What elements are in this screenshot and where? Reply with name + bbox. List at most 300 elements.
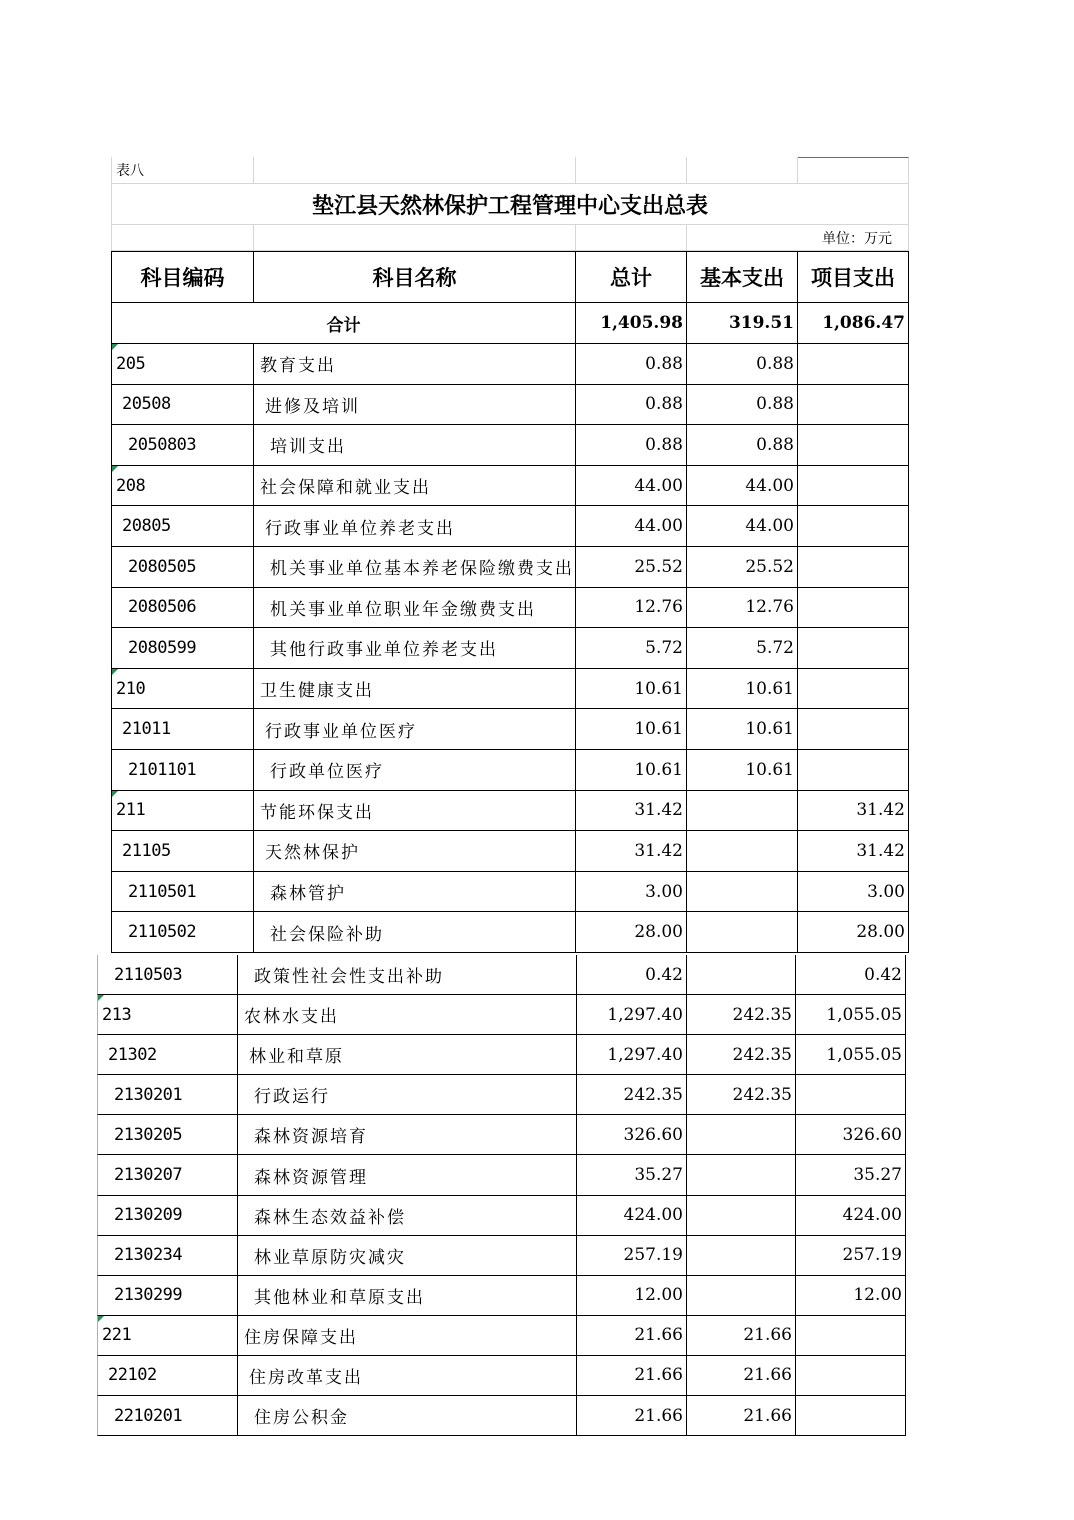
basic-cell[interactable] (687, 385, 798, 426)
empty-cell[interactable] (576, 157, 687, 184)
table-row (111, 466, 909, 507)
header-project[interactable]: 项目支出 (798, 251, 909, 303)
name-cell[interactable] (238, 1396, 577, 1436)
code-cell[interactable] (97, 955, 238, 995)
total-cell[interactable] (576, 750, 687, 791)
total-cell[interactable] (577, 1316, 687, 1356)
total-cell[interactable] (577, 1115, 687, 1155)
total-text: 21.66 (634, 1325, 683, 1346)
project-cell[interactable] (798, 750, 909, 791)
basic-text: 44.00 (745, 475, 794, 496)
project-text: 31.42 (856, 840, 905, 861)
project-cell[interactable] (798, 588, 909, 629)
page-title: 垫江县天然林保护工程管理中心支出总表 (311, 192, 708, 219)
code-text: 2130209 (114, 1205, 183, 1226)
total-cell[interactable] (576, 547, 687, 588)
table-row (111, 709, 909, 750)
table-row (111, 628, 909, 669)
basic-text: 44.00 (745, 516, 794, 537)
total-cell[interactable] (576, 709, 687, 750)
basic-text: 5.72 (756, 637, 794, 658)
total-text: 35.27 (634, 1165, 683, 1186)
total-cell[interactable] (576, 425, 687, 466)
project-cell[interactable] (796, 1035, 906, 1075)
code-cell[interactable] (97, 1155, 238, 1195)
total-text: 12.76 (634, 597, 683, 618)
basic-cell[interactable] (687, 872, 798, 913)
code-cell[interactable] (111, 385, 254, 426)
empty-cell[interactable] (687, 157, 798, 184)
name-text: 住房公积金 (254, 1408, 349, 1429)
name-cell[interactable] (238, 1155, 577, 1195)
name-cell[interactable] (238, 1035, 577, 1075)
total-cell[interactable] (577, 995, 687, 1035)
total-text: 257.19 (623, 1245, 683, 1266)
basic-text: 21.66 (743, 1325, 792, 1346)
basic-cell[interactable] (687, 1236, 796, 1276)
name-text: 其他行政事业单位养老支出 (270, 640, 498, 661)
name-text: 进修及培训 (265, 396, 360, 417)
basic-cell[interactable] (687, 995, 796, 1035)
total-label-cell[interactable]: 合计 (111, 303, 576, 344)
project-text: 1,055.05 (826, 1044, 902, 1065)
basic-cell[interactable] (687, 1396, 796, 1436)
cell-marker (112, 791, 118, 797)
selected-cell[interactable] (798, 157, 909, 184)
total-text: 326.60 (623, 1124, 683, 1145)
total-text: 3.00 (645, 881, 683, 902)
total-project-cell[interactable]: 1,086.47 (798, 303, 909, 344)
code-text: 2050803 (128, 434, 197, 455)
basic-cell[interactable] (687, 1075, 796, 1115)
basic-text: 10.61 (745, 678, 794, 699)
basic-cell[interactable] (687, 628, 798, 669)
code-cell[interactable] (111, 709, 254, 750)
code-cell[interactable] (111, 872, 254, 913)
table-label: 表八 (116, 163, 144, 179)
code-cell[interactable] (97, 1276, 238, 1316)
code-text: 2101101 (128, 759, 197, 780)
code-cell[interactable] (111, 912, 254, 953)
table-row (97, 1155, 906, 1195)
code-cell[interactable] (97, 1196, 238, 1236)
total-text: 5.72 (645, 637, 683, 658)
basic-cell[interactable] (687, 588, 798, 629)
name-cell[interactable] (254, 506, 576, 547)
name-cell[interactable] (254, 466, 576, 507)
total-text: 0.88 (645, 353, 683, 374)
table-row (111, 791, 909, 832)
project-cell[interactable] (798, 831, 909, 872)
total-text: 10.61 (634, 678, 683, 699)
code-cell[interactable] (111, 344, 254, 385)
name-cell[interactable] (238, 955, 577, 995)
total-cell[interactable] (576, 669, 687, 710)
total-cell[interactable] (577, 1155, 687, 1195)
table-row (111, 912, 909, 953)
table-row (111, 669, 909, 710)
table-row (97, 995, 906, 1035)
code-text: 211 (116, 800, 146, 821)
basic-cell[interactable] (687, 709, 798, 750)
basic-cell[interactable] (687, 791, 798, 832)
basic-text: 21.66 (743, 1365, 792, 1386)
name-cell[interactable] (254, 912, 576, 953)
project-cell[interactable] (798, 872, 909, 913)
name-cell[interactable] (238, 1075, 577, 1115)
project-cell[interactable] (798, 669, 909, 710)
basic-text: 242.35 (732, 1084, 792, 1105)
total-basic-cell[interactable]: 319.51 (687, 303, 798, 344)
basic-cell[interactable] (687, 425, 798, 466)
name-text: 其他林业和草原支出 (254, 1287, 425, 1308)
project-cell[interactable] (798, 709, 909, 750)
code-text: 213 (102, 1004, 132, 1025)
project-cell[interactable] (796, 1316, 906, 1356)
code-cell[interactable] (97, 1075, 238, 1115)
basic-text: 0.88 (756, 394, 794, 415)
code-text: 2080506 (128, 597, 197, 618)
code-text: 205 (116, 353, 146, 374)
code-text: 2210201 (114, 1405, 183, 1426)
total-cell[interactable] (577, 1276, 687, 1316)
code-text: 2110502 (128, 922, 197, 943)
code-text: 2130207 (114, 1165, 183, 1186)
basic-cell[interactable] (687, 955, 796, 995)
table-row (97, 1396, 906, 1436)
code-cell[interactable] (111, 628, 254, 669)
table-body-upper (111, 344, 909, 953)
name-text: 教育支出 (260, 356, 336, 377)
total-cell[interactable] (577, 1396, 687, 1436)
empty-cell[interactable] (576, 225, 687, 251)
project-cell[interactable] (798, 466, 909, 507)
code-text: 210 (116, 678, 146, 699)
total-cell[interactable] (577, 1075, 687, 1115)
name-text: 卫生健康支出 (260, 681, 374, 702)
name-text: 行政事业单位医疗 (265, 721, 417, 742)
total-cell[interactable] (577, 1196, 687, 1236)
expenditure-table-upper (111, 157, 909, 953)
total-cell[interactable] (576, 912, 687, 953)
cell-marker (98, 995, 104, 1001)
code-cell[interactable] (97, 1035, 238, 1075)
total-text: 424.00 (623, 1205, 683, 1226)
table-row (111, 831, 909, 872)
total-cell[interactable] (576, 831, 687, 872)
header-code[interactable]: 科目编码 (111, 251, 254, 303)
project-cell[interactable] (798, 385, 909, 426)
total-cell[interactable] (576, 791, 687, 832)
name-text: 行政运行 (254, 1087, 330, 1108)
name-text: 住房保障支出 (244, 1327, 358, 1348)
name-text: 森林资源培育 (254, 1127, 368, 1148)
total-cell[interactable] (576, 385, 687, 426)
basic-cell[interactable] (687, 506, 798, 547)
code-cell[interactable] (111, 425, 254, 466)
name-cell[interactable] (254, 872, 576, 913)
basic-cell[interactable] (687, 1196, 796, 1236)
name-cell[interactable] (254, 791, 576, 832)
project-cell[interactable] (796, 1196, 906, 1236)
name-text: 住房改革支出 (249, 1367, 363, 1388)
name-cell[interactable] (238, 1316, 577, 1356)
basic-text: 25.52 (745, 556, 794, 577)
code-text: 21105 (122, 840, 171, 861)
code-cell[interactable] (97, 1356, 238, 1396)
basic-cell[interactable] (687, 547, 798, 588)
name-text: 天然林保护 (265, 843, 360, 864)
total-cell[interactable] (577, 955, 687, 995)
basic-cell[interactable] (687, 1035, 796, 1075)
basic-cell[interactable] (687, 1316, 796, 1356)
basic-cell[interactable] (687, 344, 798, 385)
cell-marker (112, 344, 118, 350)
project-cell[interactable] (796, 1356, 906, 1396)
table-body-lower (97, 955, 906, 1436)
code-cell[interactable] (111, 466, 254, 507)
total-sum-cell[interactable]: 1,405.98 (576, 303, 687, 344)
name-text: 社会保险补助 (270, 924, 384, 945)
project-text: 424.00 (842, 1205, 902, 1226)
total-text: 1,297.40 (607, 1044, 683, 1065)
basic-text: 0.88 (756, 434, 794, 455)
total-row (111, 303, 909, 344)
name-text: 森林生态效益补偿 (254, 1207, 406, 1228)
project-cell[interactable] (798, 628, 909, 669)
code-text: 20805 (122, 516, 171, 537)
name-cell[interactable] (254, 344, 576, 385)
code-text: 2130299 (114, 1285, 183, 1306)
total-text: 44.00 (634, 475, 683, 496)
project-cell[interactable] (796, 955, 906, 995)
basic-cell[interactable] (687, 1356, 796, 1396)
code-cell[interactable] (111, 750, 254, 791)
total-text: 28.00 (634, 922, 683, 943)
code-text: 2110501 (128, 881, 197, 902)
project-cell[interactable] (798, 547, 909, 588)
name-cell[interactable] (238, 1236, 577, 1276)
project-text: 12.00 (853, 1285, 902, 1306)
total-cell[interactable] (577, 1035, 687, 1075)
basic-cell[interactable] (687, 1276, 796, 1316)
code-cell[interactable] (97, 1236, 238, 1276)
name-cell[interactable] (238, 1196, 577, 1236)
table-row (97, 1276, 906, 1316)
code-cell[interactable] (97, 1115, 238, 1155)
basic-text: 10.61 (745, 719, 794, 740)
name-text: 政策性社会性支出补助 (254, 967, 444, 988)
name-text: 培训支出 (270, 437, 346, 458)
table-row (111, 872, 909, 913)
name-text: 林业和草原 (249, 1047, 344, 1068)
project-text: 257.19 (842, 1245, 902, 1266)
project-text: 3.00 (867, 881, 905, 902)
name-cell[interactable] (238, 995, 577, 1035)
name-cell[interactable] (254, 709, 576, 750)
total-cell[interactable] (576, 588, 687, 629)
code-cell[interactable] (111, 547, 254, 588)
total-text: 0.88 (645, 394, 683, 415)
code-text: 2080505 (128, 556, 197, 577)
name-cell[interactable] (238, 1115, 577, 1155)
code-text: 21302 (108, 1044, 157, 1065)
basic-cell[interactable] (687, 912, 798, 953)
total-text: 0.88 (645, 434, 683, 455)
name-text: 节能环保支出 (260, 802, 374, 823)
name-text: 森林资源管理 (254, 1167, 368, 1188)
project-cell[interactable] (798, 912, 909, 953)
code-text: 2130234 (114, 1245, 183, 1266)
header-name[interactable]: 科目名称 (254, 251, 576, 303)
project-cell[interactable] (798, 425, 909, 466)
name-cell[interactable] (254, 831, 576, 872)
code-text: 2130201 (114, 1084, 183, 1105)
basic-text: 21.66 (743, 1405, 792, 1426)
cell-marker (112, 669, 118, 675)
table-row (97, 1236, 906, 1276)
name-cell[interactable] (254, 750, 576, 791)
project-text: 28.00 (856, 922, 905, 943)
basic-cell[interactable] (687, 466, 798, 507)
name-cell[interactable] (254, 547, 576, 588)
total-cell[interactable] (576, 466, 687, 507)
table-row (111, 547, 909, 588)
name-cell[interactable] (254, 588, 576, 629)
empty-cell[interactable] (111, 225, 254, 251)
code-cell[interactable] (97, 1396, 238, 1436)
total-text: 25.52 (634, 556, 683, 577)
code-text: 21011 (122, 719, 171, 740)
cell-marker (98, 1316, 104, 1322)
total-cell[interactable] (577, 1356, 687, 1396)
name-text: 社会保障和就业支出 (260, 478, 431, 499)
total-cell[interactable] (576, 628, 687, 669)
name-text: 林业草原防灾减灾 (254, 1247, 406, 1268)
name-cell[interactable] (254, 385, 576, 426)
table-row (111, 385, 909, 426)
table-row (97, 1115, 906, 1155)
table-row (97, 1316, 906, 1356)
table-row (97, 1356, 906, 1396)
unit-cell[interactable] (687, 225, 909, 251)
code-text: 221 (102, 1325, 132, 1346)
expenditure-table-lower (97, 955, 906, 1436)
basic-text: 242.35 (732, 1004, 792, 1025)
cell-marker (112, 466, 118, 472)
code-text: 2130205 (114, 1124, 183, 1145)
empty-cell[interactable] (254, 225, 576, 251)
basic-cell[interactable] (687, 1115, 796, 1155)
name-text: 森林管护 (270, 884, 346, 905)
code-text: 2080599 (128, 637, 197, 658)
name-cell[interactable] (238, 1276, 577, 1316)
table-row (97, 1075, 906, 1115)
basic-text: 0.88 (756, 353, 794, 374)
basic-cell[interactable] (687, 831, 798, 872)
table-row (111, 344, 909, 385)
project-cell[interactable] (798, 506, 909, 547)
project-cell[interactable] (796, 1115, 906, 1155)
name-cell[interactable] (238, 1356, 577, 1396)
project-cell[interactable] (796, 1396, 906, 1436)
basic-cell[interactable] (687, 1155, 796, 1195)
total-text: 12.00 (634, 1285, 683, 1306)
empty-cell[interactable] (254, 157, 576, 184)
total-text: 1,297.40 (607, 1004, 683, 1025)
name-cell[interactable] (254, 669, 576, 710)
total-text: 0.42 (645, 964, 683, 985)
table-label-cell[interactable] (111, 157, 254, 184)
basic-cell[interactable] (687, 750, 798, 791)
code-cell[interactable] (111, 791, 254, 832)
header-basic[interactable]: 基本支出 (687, 251, 798, 303)
table-label-row (111, 157, 909, 184)
table-row (111, 750, 909, 791)
code-cell[interactable] (111, 669, 254, 710)
table-row (111, 506, 909, 547)
total-cell[interactable] (576, 506, 687, 547)
project-cell[interactable] (796, 1075, 906, 1115)
code-text: 208 (116, 475, 146, 496)
code-cell[interactable] (111, 588, 254, 629)
project-cell[interactable] (798, 791, 909, 832)
name-text: 机关事业单位基本养老保险缴费支出 (270, 559, 574, 580)
project-cell[interactable] (796, 995, 906, 1035)
project-text: 1,055.05 (826, 1004, 902, 1025)
basic-cell[interactable] (687, 669, 798, 710)
title-row (111, 184, 909, 225)
project-cell[interactable] (796, 1276, 906, 1316)
header-row (111, 251, 909, 303)
total-text: 31.42 (634, 800, 683, 821)
total-text: 21.66 (634, 1405, 683, 1426)
total-cell[interactable] (576, 872, 687, 913)
table-row (97, 955, 906, 995)
total-cell[interactable] (576, 344, 687, 385)
unit-row (111, 225, 909, 251)
code-cell[interactable] (111, 506, 254, 547)
unit-label: 单位：万元 (822, 230, 892, 247)
total-text: 21.66 (634, 1365, 683, 1386)
name-text: 行政单位医疗 (270, 762, 384, 783)
code-text: 22102 (108, 1365, 157, 1386)
total-text: 242.35 (623, 1084, 683, 1105)
code-cell[interactable] (97, 995, 238, 1035)
total-cell[interactable] (577, 1236, 687, 1276)
project-text: 31.42 (856, 800, 905, 821)
code-cell[interactable] (97, 1316, 238, 1356)
basic-text: 12.76 (745, 597, 794, 618)
table-row (97, 1035, 906, 1075)
basic-text: 10.61 (745, 759, 794, 780)
total-text: 10.61 (634, 719, 683, 740)
code-cell[interactable] (111, 831, 254, 872)
name-text: 机关事业单位职业年金缴费支出 (270, 599, 536, 620)
project-cell[interactable] (796, 1236, 906, 1276)
code-text: 2110503 (114, 964, 183, 985)
total-text: 10.61 (634, 759, 683, 780)
total-text: 44.00 (634, 516, 683, 537)
name-cell[interactable] (254, 628, 576, 669)
name-cell[interactable] (254, 425, 576, 466)
project-cell[interactable] (796, 1155, 906, 1195)
basic-text: 242.35 (732, 1044, 792, 1065)
table-row (111, 588, 909, 629)
project-cell[interactable] (798, 344, 909, 385)
header-total[interactable]: 总计 (576, 251, 687, 303)
total-text: 31.42 (634, 840, 683, 861)
